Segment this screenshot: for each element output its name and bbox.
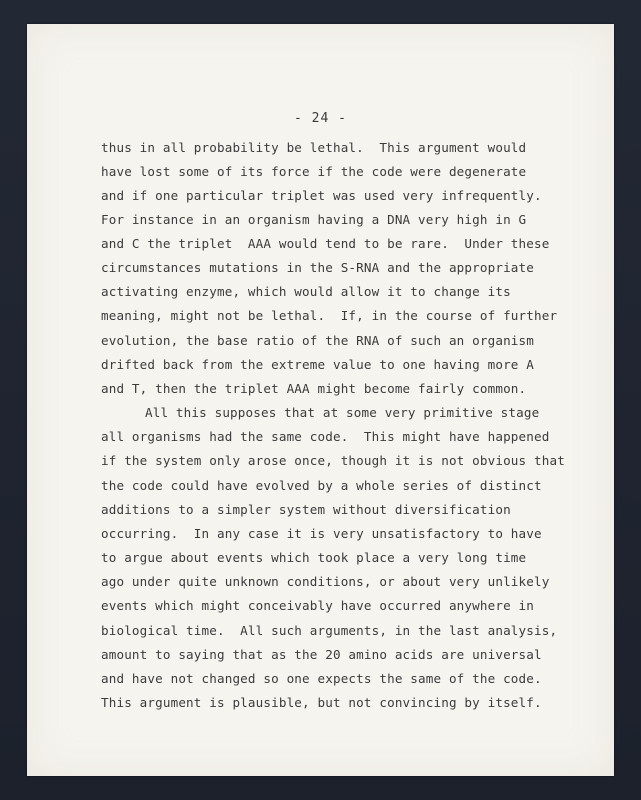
- paragraph-start-line: All this supposes that at some very primitive stage: [145, 405, 540, 420]
- text-line: meaning, might not be lethal. If, in the course of further: [101, 308, 558, 323]
- text-line: additions to a simpler system without diversification: [101, 502, 511, 517]
- text-line: evolution, the base ratio of the RNA of such an organism: [101, 333, 534, 348]
- text-line: biological time. All such arguments, in the last analysis,: [101, 623, 558, 638]
- text-line: and T, then the triplet AAA might become fairly common.: [101, 381, 527, 396]
- text-line: ago under quite unknown conditions, or about very unlikely: [101, 574, 550, 589]
- text-line: occurring. In any case it is very unsatisfactory to have: [101, 526, 542, 541]
- text-line: events which might conceivably have occurred anywhere in: [101, 598, 534, 613]
- text-line: thus in all probability be lethal. This argument would: [101, 140, 527, 155]
- text-line: and C the triplet AAA would tend to be rare. Under these: [101, 236, 550, 251]
- page-number: - 24 -: [294, 111, 347, 126]
- text-line: drifted back from the extreme value to one having more A: [101, 357, 534, 372]
- text-line: For instance in an organism having a DNA very high in G: [101, 212, 527, 227]
- text-line: circumstances mutations in the S-RNA and the appropriate: [101, 260, 534, 275]
- text-line: the code could have evolved by a whole series of distinct: [101, 478, 542, 493]
- text-line: amount to saying that as the 20 amino acids are universal: [101, 647, 542, 662]
- text-line: to argue about events which took place a very long time: [101, 550, 527, 565]
- text-line: activating enzyme, which would allow it to change its: [101, 284, 511, 299]
- text-line: all organisms had the same code. This might have happened: [101, 429, 550, 444]
- document-page: [27, 24, 614, 776]
- text-line: have lost some of its force if the code were degenerate: [101, 164, 527, 179]
- text-line: This argument is plausible, but not convincing by itself.: [101, 695, 542, 710]
- text-line: if the system only arose once, though it is not obvious that: [101, 453, 565, 468]
- text-line: and have not changed so one expects the same of the code.: [101, 671, 542, 686]
- text-line: and if one particular triplet was used very infrequently.: [101, 188, 542, 203]
